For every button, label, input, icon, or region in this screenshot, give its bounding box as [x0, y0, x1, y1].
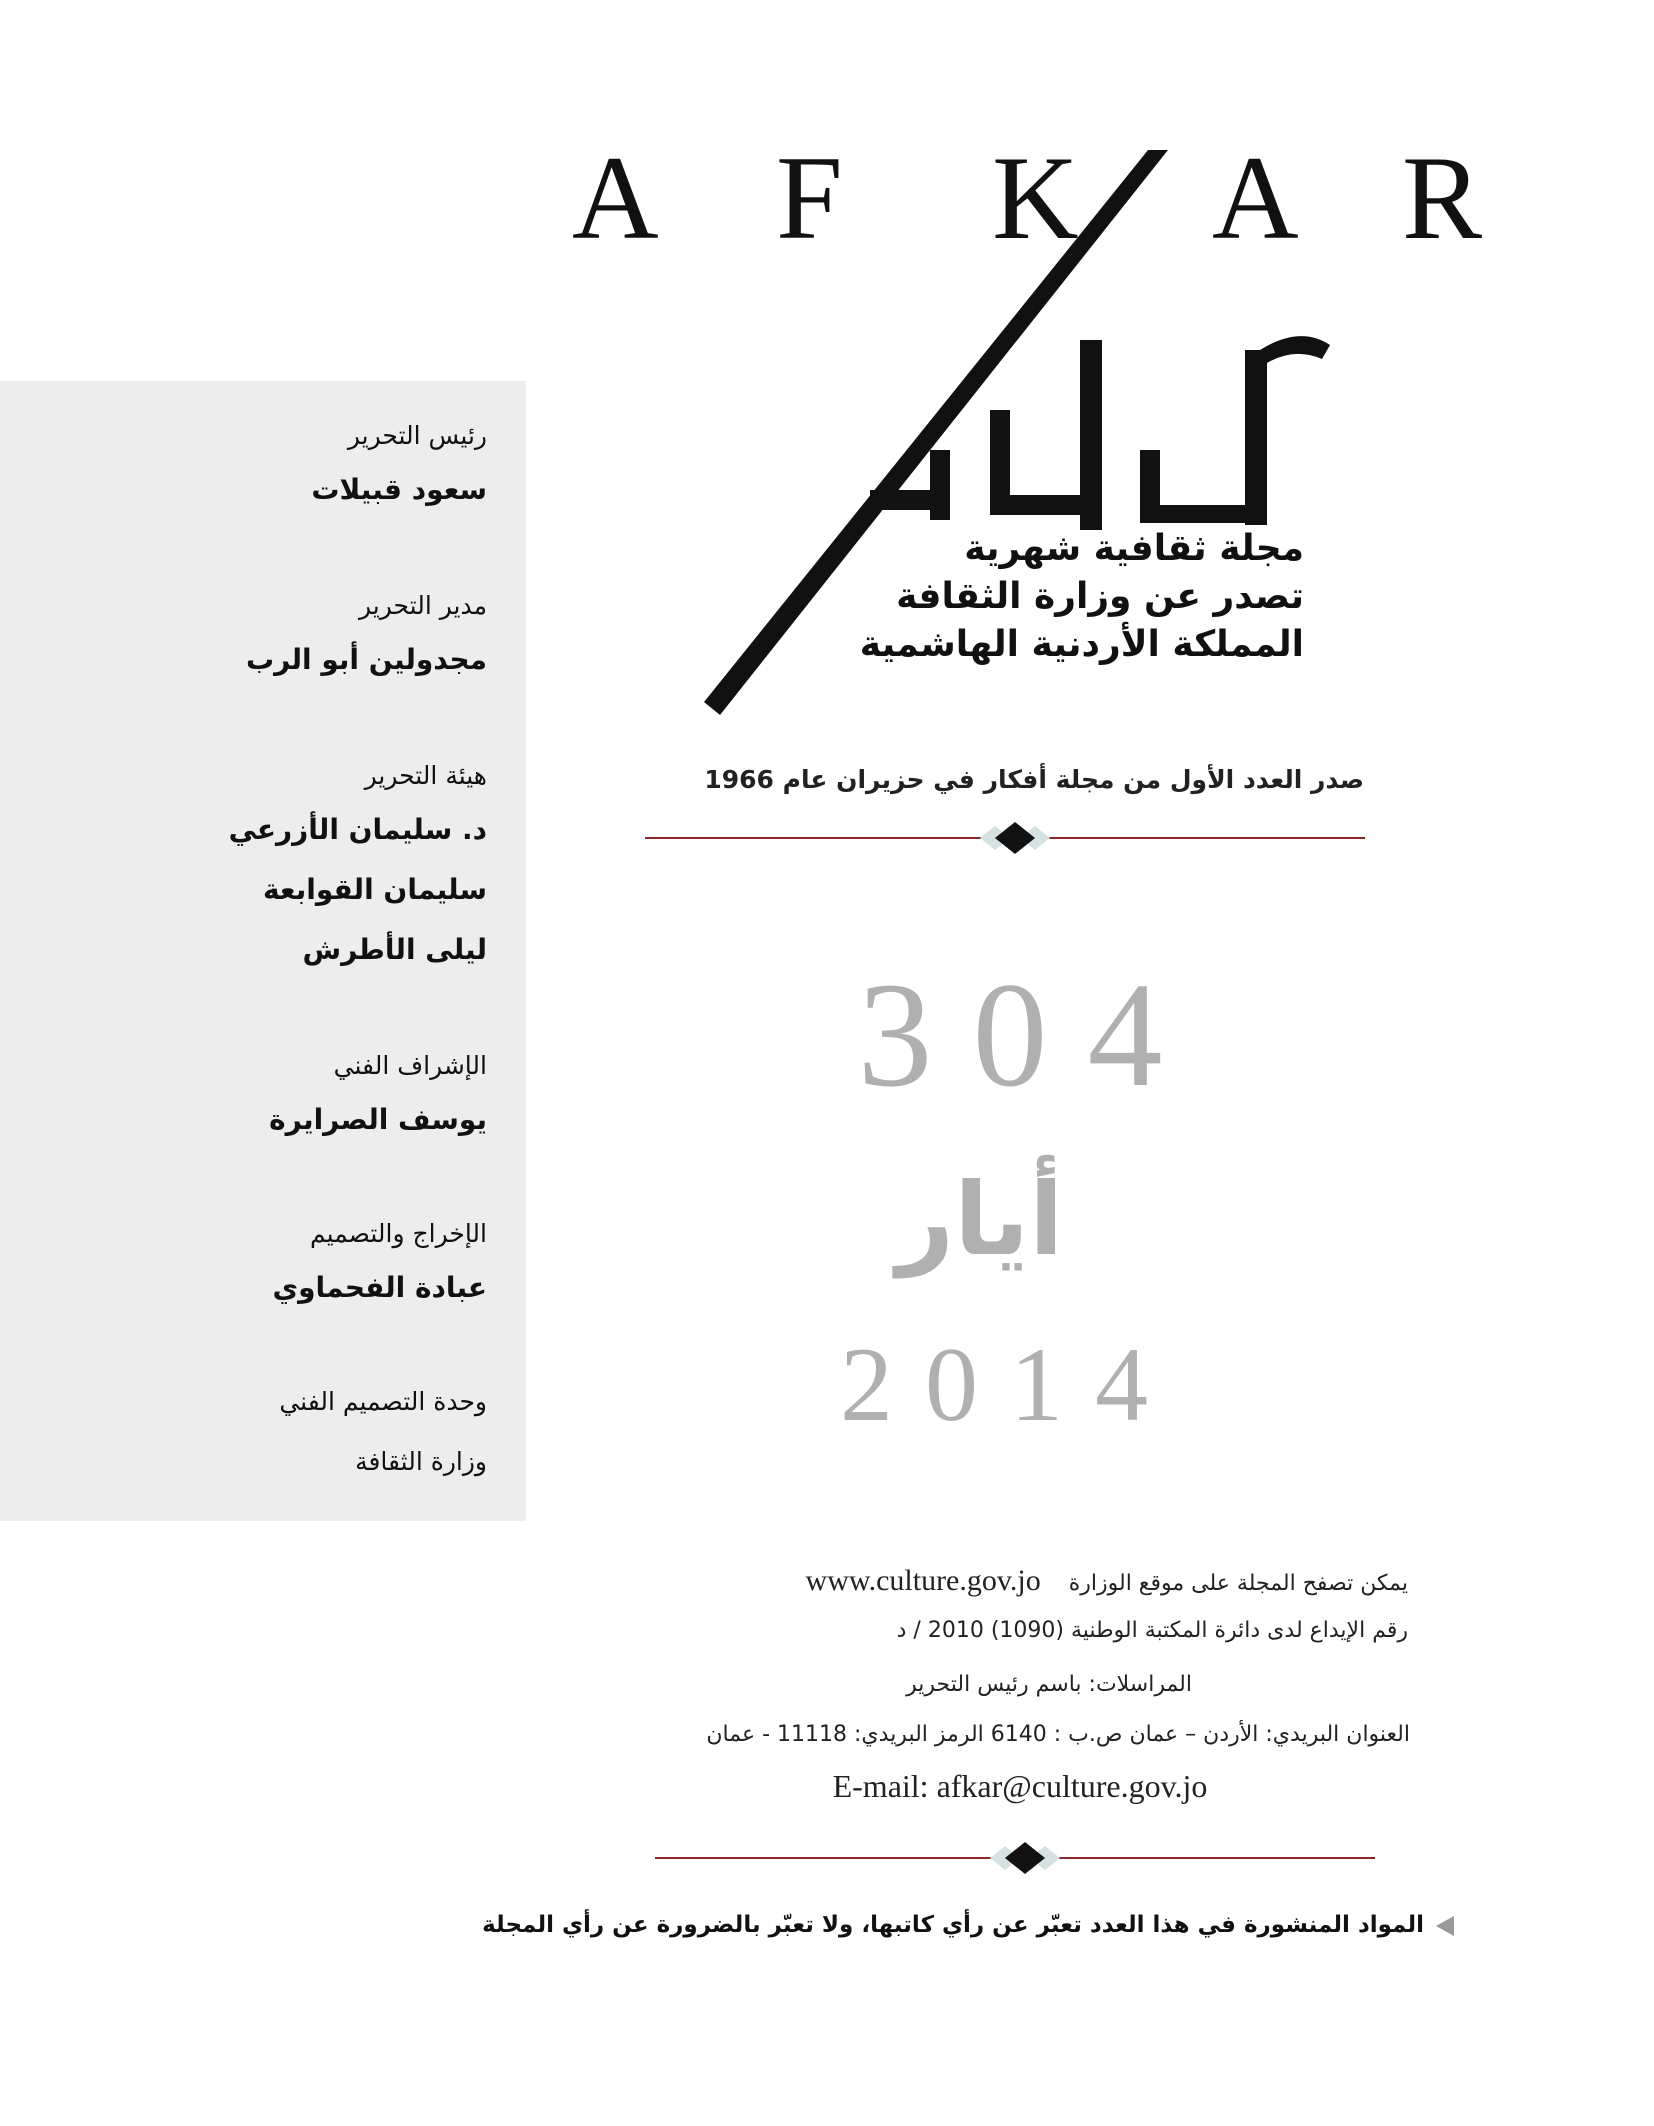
subtitle-line-3: المملكة الأردنية الهاشمية [859, 624, 1304, 665]
deposit-line: رقم الإيداع لدى دائرة المكتبة الوطنية (1090) 2010 / د [896, 1618, 1408, 1643]
website-link[interactable]: www.culture.gov.jo [805, 1564, 1041, 1597]
staff-role: وحدة التصميم الفني [279, 1387, 487, 1416]
staff-name: مجدولين أبو الرب [245, 643, 487, 676]
staff-role: رئيس التحرير [347, 421, 487, 450]
disclaimer-note: المواد المنشورة في هذا العدد تعبّر عن رأي كاتبها، ولا تعبّر بالضرورة عن رأي المجلة [482, 1912, 1424, 1938]
staff-role: الإخراج والتصميم [310, 1219, 487, 1248]
staff-name: يوسف الصرايرة [269, 1103, 487, 1136]
masthead-letter: F [776, 131, 843, 264]
issue-year: 2014 [840, 1326, 1180, 1443]
staff-name: د. سليمان الأزرعي [228, 813, 487, 846]
staff-name: ليلى الأطرش [302, 933, 487, 966]
issue-month: أيار [896, 1161, 1064, 1278]
address-line: العنوان البريدي: الأردن – عمان ص.ب : 6140 الرمز البريدي: 11118 - عمان [706, 1722, 1410, 1747]
staff-role: مدير التحرير [358, 591, 487, 620]
masthead-letter: A [572, 131, 659, 264]
ornament-divider [645, 818, 1365, 858]
masthead-letter: R [1402, 131, 1483, 264]
masthead-letter: K [992, 131, 1079, 264]
staff-name: سليمان القوابعة [262, 873, 487, 906]
founding-note: صدر العدد الأول من مجلة أفكار في حزيران عام 1966 [704, 765, 1364, 794]
subtitle-line-1: مجلة ثقافية شهرية [964, 528, 1304, 569]
browse-line [806, 1564, 1408, 1598]
staff-role: الإشراف الفني [333, 1051, 487, 1080]
subtitle-line-2: تصدر عن وزارة الثقافة [896, 576, 1304, 617]
staff-sidebar [0, 381, 526, 1521]
staff-name: سعود قبيلات [311, 473, 487, 506]
staff-role: هيئة التحرير [364, 761, 487, 790]
browse-text: يمكن تصفح المجلة على موقع الوزارة [1068, 1571, 1408, 1596]
staff-name: عبادة الفحماوي [272, 1271, 487, 1304]
staff-name: وزارة الثقافة [355, 1447, 487, 1476]
triangle-left-icon [1432, 1912, 1456, 1940]
issue-number: 304 [857, 952, 1203, 1118]
email-address[interactable]: E-mail: afkar@culture.gov.jo [832, 1768, 1208, 1804]
ornament-divider [655, 1838, 1375, 1878]
correspondence-line: المراسلات: باسم رئيس التحرير [906, 1672, 1192, 1697]
masthead-letter: A [1212, 131, 1299, 264]
